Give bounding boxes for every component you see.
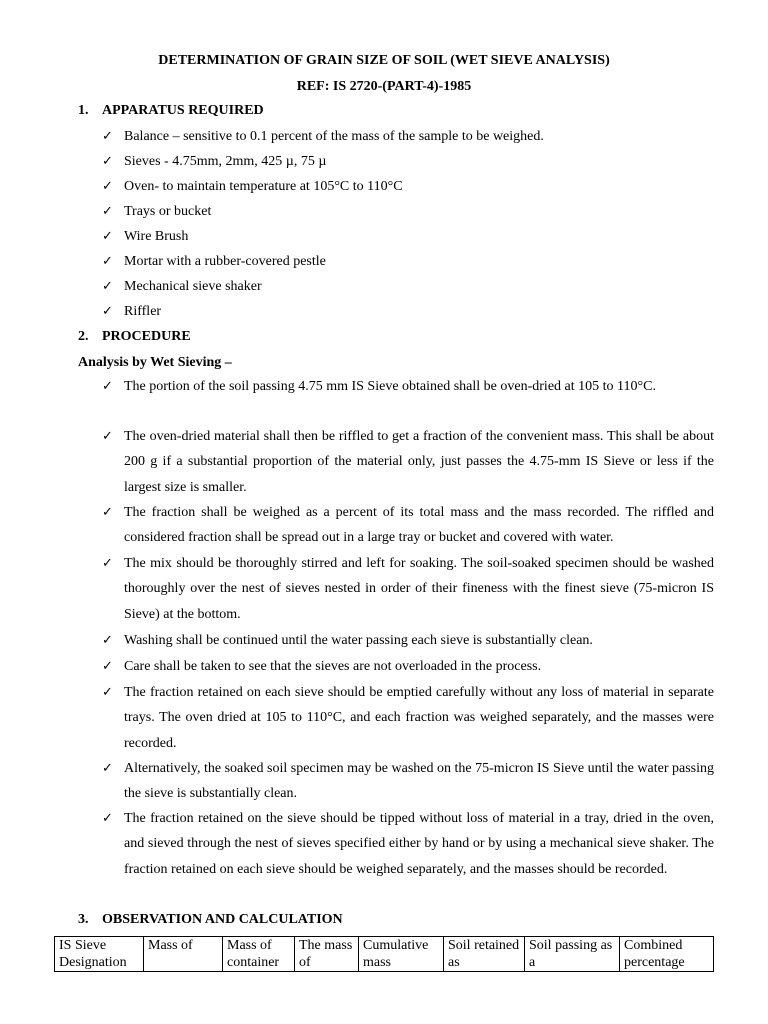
apparatus-item bbox=[102, 249, 714, 274]
checkmark-icon: ✓ bbox=[102, 811, 113, 826]
checkmark-icon: ✓ bbox=[102, 429, 113, 444]
section-title: OBSERVATION AND CALCULATION bbox=[102, 912, 343, 927]
apparatus-item bbox=[102, 199, 714, 224]
table-header-cell: Mass of bbox=[144, 937, 223, 972]
checkmark-icon: ✓ bbox=[102, 254, 113, 269]
apparatus-item-text: Wire Brush bbox=[124, 229, 189, 244]
apparatus-item-text: Oven- to maintain temperature at 105°C to 110°C bbox=[124, 179, 403, 194]
table-header-cell: Combined percentage bbox=[620, 937, 714, 972]
document-reference: REF: IS 2720-(PART-4)-1985 bbox=[296, 79, 472, 94]
procedure-step bbox=[102, 374, 714, 399]
procedure-step-text: Washing shall be continued until the water passing each sieve is substantially clean. bbox=[124, 633, 593, 648]
section-heading-apparatus bbox=[78, 102, 264, 120]
procedure-step-text: The mix should be thoroughly stirred and left for soaking. The soil-soaked specimen should be washed thoroughly over the nest of sieves nested in order of their fineness with the finest sieve (75-micron IS Sieve) at the bottom. bbox=[124, 556, 714, 622]
checkmark-icon: ✓ bbox=[102, 179, 113, 194]
table-header-cell: Soil passing as a bbox=[525, 937, 620, 972]
apparatus-item bbox=[102, 299, 714, 324]
checkmark-icon: ✓ bbox=[102, 379, 113, 394]
section-heading-observation bbox=[78, 911, 343, 929]
checkmark-icon: ✓ bbox=[102, 129, 113, 144]
checkmark-icon: ✓ bbox=[102, 304, 113, 319]
table-header-cell: IS Sieve Designation bbox=[55, 937, 144, 972]
section-number: 1. bbox=[78, 103, 89, 118]
apparatus-item-text: Balance – sensitive to 0.1 percent of the mass of the sample to be weighed. bbox=[124, 129, 544, 144]
procedure-step-text: The fraction retained on the sieve should be tipped without loss of material in a tray, dried in the oven, and sieved through the nest of sieves specified either by hand or by using a mechanical sieve shaker. The fraction retained on each sieve should be weighed separately, and the masses should be recorded. bbox=[124, 811, 714, 877]
section-number: 2. bbox=[78, 329, 89, 344]
apparatus-item bbox=[102, 149, 714, 174]
observation-table bbox=[54, 936, 714, 972]
checkmark-icon: ✓ bbox=[102, 659, 113, 674]
table-header-cell: The mass of bbox=[295, 937, 359, 972]
procedure-subheading: Analysis by Wet Sieving – bbox=[78, 355, 232, 370]
section-heading-procedure bbox=[78, 328, 191, 346]
apparatus-item-text: Mechanical sieve shaker bbox=[124, 279, 262, 294]
document-title: DETERMINATION OF GRAIN SIZE OF SOIL (WET SIEVE ANALYSIS) bbox=[158, 53, 610, 68]
apparatus-item-text: Riffler bbox=[124, 304, 162, 319]
table-header-cell: Mass of container bbox=[223, 937, 295, 972]
checkmark-icon: ✓ bbox=[102, 154, 113, 169]
procedure-step-text: Alternatively, the soaked soil specimen may be washed on the 75-micron IS Sieve until the water passing the sieve is substantially clean. bbox=[124, 761, 714, 802]
section-number: 3. bbox=[78, 912, 89, 927]
procedure-step bbox=[102, 806, 714, 882]
procedure-step bbox=[102, 756, 714, 807]
procedure-step bbox=[102, 654, 714, 679]
checkmark-icon: ✓ bbox=[102, 685, 113, 700]
procedure-step-text: The oven-dried material shall then be riffled to get a fraction of the convenient mass. This shall be about 200 g if a substantial proportion of the material only, just passes the 4.75-mm IS Sieve or less if the largest size is smaller. bbox=[124, 429, 714, 495]
procedure-step-text: The fraction shall be weighed as a percent of its total mass and the mass recorded. The riffled and considered fraction shall be spread out in a large tray or bucket and covered with water. bbox=[124, 505, 714, 546]
checkmark-icon: ✓ bbox=[102, 761, 113, 776]
checkmark-icon: ✓ bbox=[102, 204, 113, 219]
table-header-cell: Soil retained as bbox=[444, 937, 525, 972]
procedure-step bbox=[102, 424, 714, 500]
apparatus-item-text: Trays or bucket bbox=[124, 204, 212, 219]
table-header-cell: Cumulative mass bbox=[359, 937, 444, 972]
apparatus-item bbox=[102, 174, 714, 199]
section-title: PROCEDURE bbox=[102, 329, 191, 344]
apparatus-item-text: Sieves - 4.75mm, 2mm, 425 µ, 75 µ bbox=[124, 154, 327, 169]
table-header-row bbox=[55, 937, 714, 972]
procedure-step bbox=[102, 500, 714, 551]
procedure-step-text: The fraction retained on each sieve should be emptied carefully without any loss of material in separate trays. The oven dried at 105 to 110°C, and each fraction was weighed separately, and the masses were recorded. bbox=[124, 685, 714, 751]
checkmark-icon: ✓ bbox=[102, 556, 113, 571]
procedure-step-text: Care shall be taken to see that the sieves are not overloaded in the process. bbox=[124, 659, 542, 674]
checkmark-icon: ✓ bbox=[102, 633, 113, 648]
procedure-step-text: The portion of the soil passing 4.75 mm IS Sieve obtained shall be oven-dried at 105 to 110°C. bbox=[124, 379, 656, 394]
apparatus-item bbox=[102, 124, 714, 149]
checkmark-icon: ✓ bbox=[102, 229, 113, 244]
apparatus-item bbox=[102, 224, 714, 249]
checkmark-icon: ✓ bbox=[102, 505, 113, 520]
procedure-step bbox=[102, 628, 714, 653]
procedure-step bbox=[102, 680, 714, 756]
apparatus-item-text: Mortar with a rubber-covered pestle bbox=[124, 254, 326, 269]
apparatus-item bbox=[102, 274, 714, 299]
procedure-step bbox=[102, 551, 714, 627]
checkmark-icon: ✓ bbox=[102, 279, 113, 294]
section-title: APPARATUS REQUIRED bbox=[102, 103, 264, 118]
